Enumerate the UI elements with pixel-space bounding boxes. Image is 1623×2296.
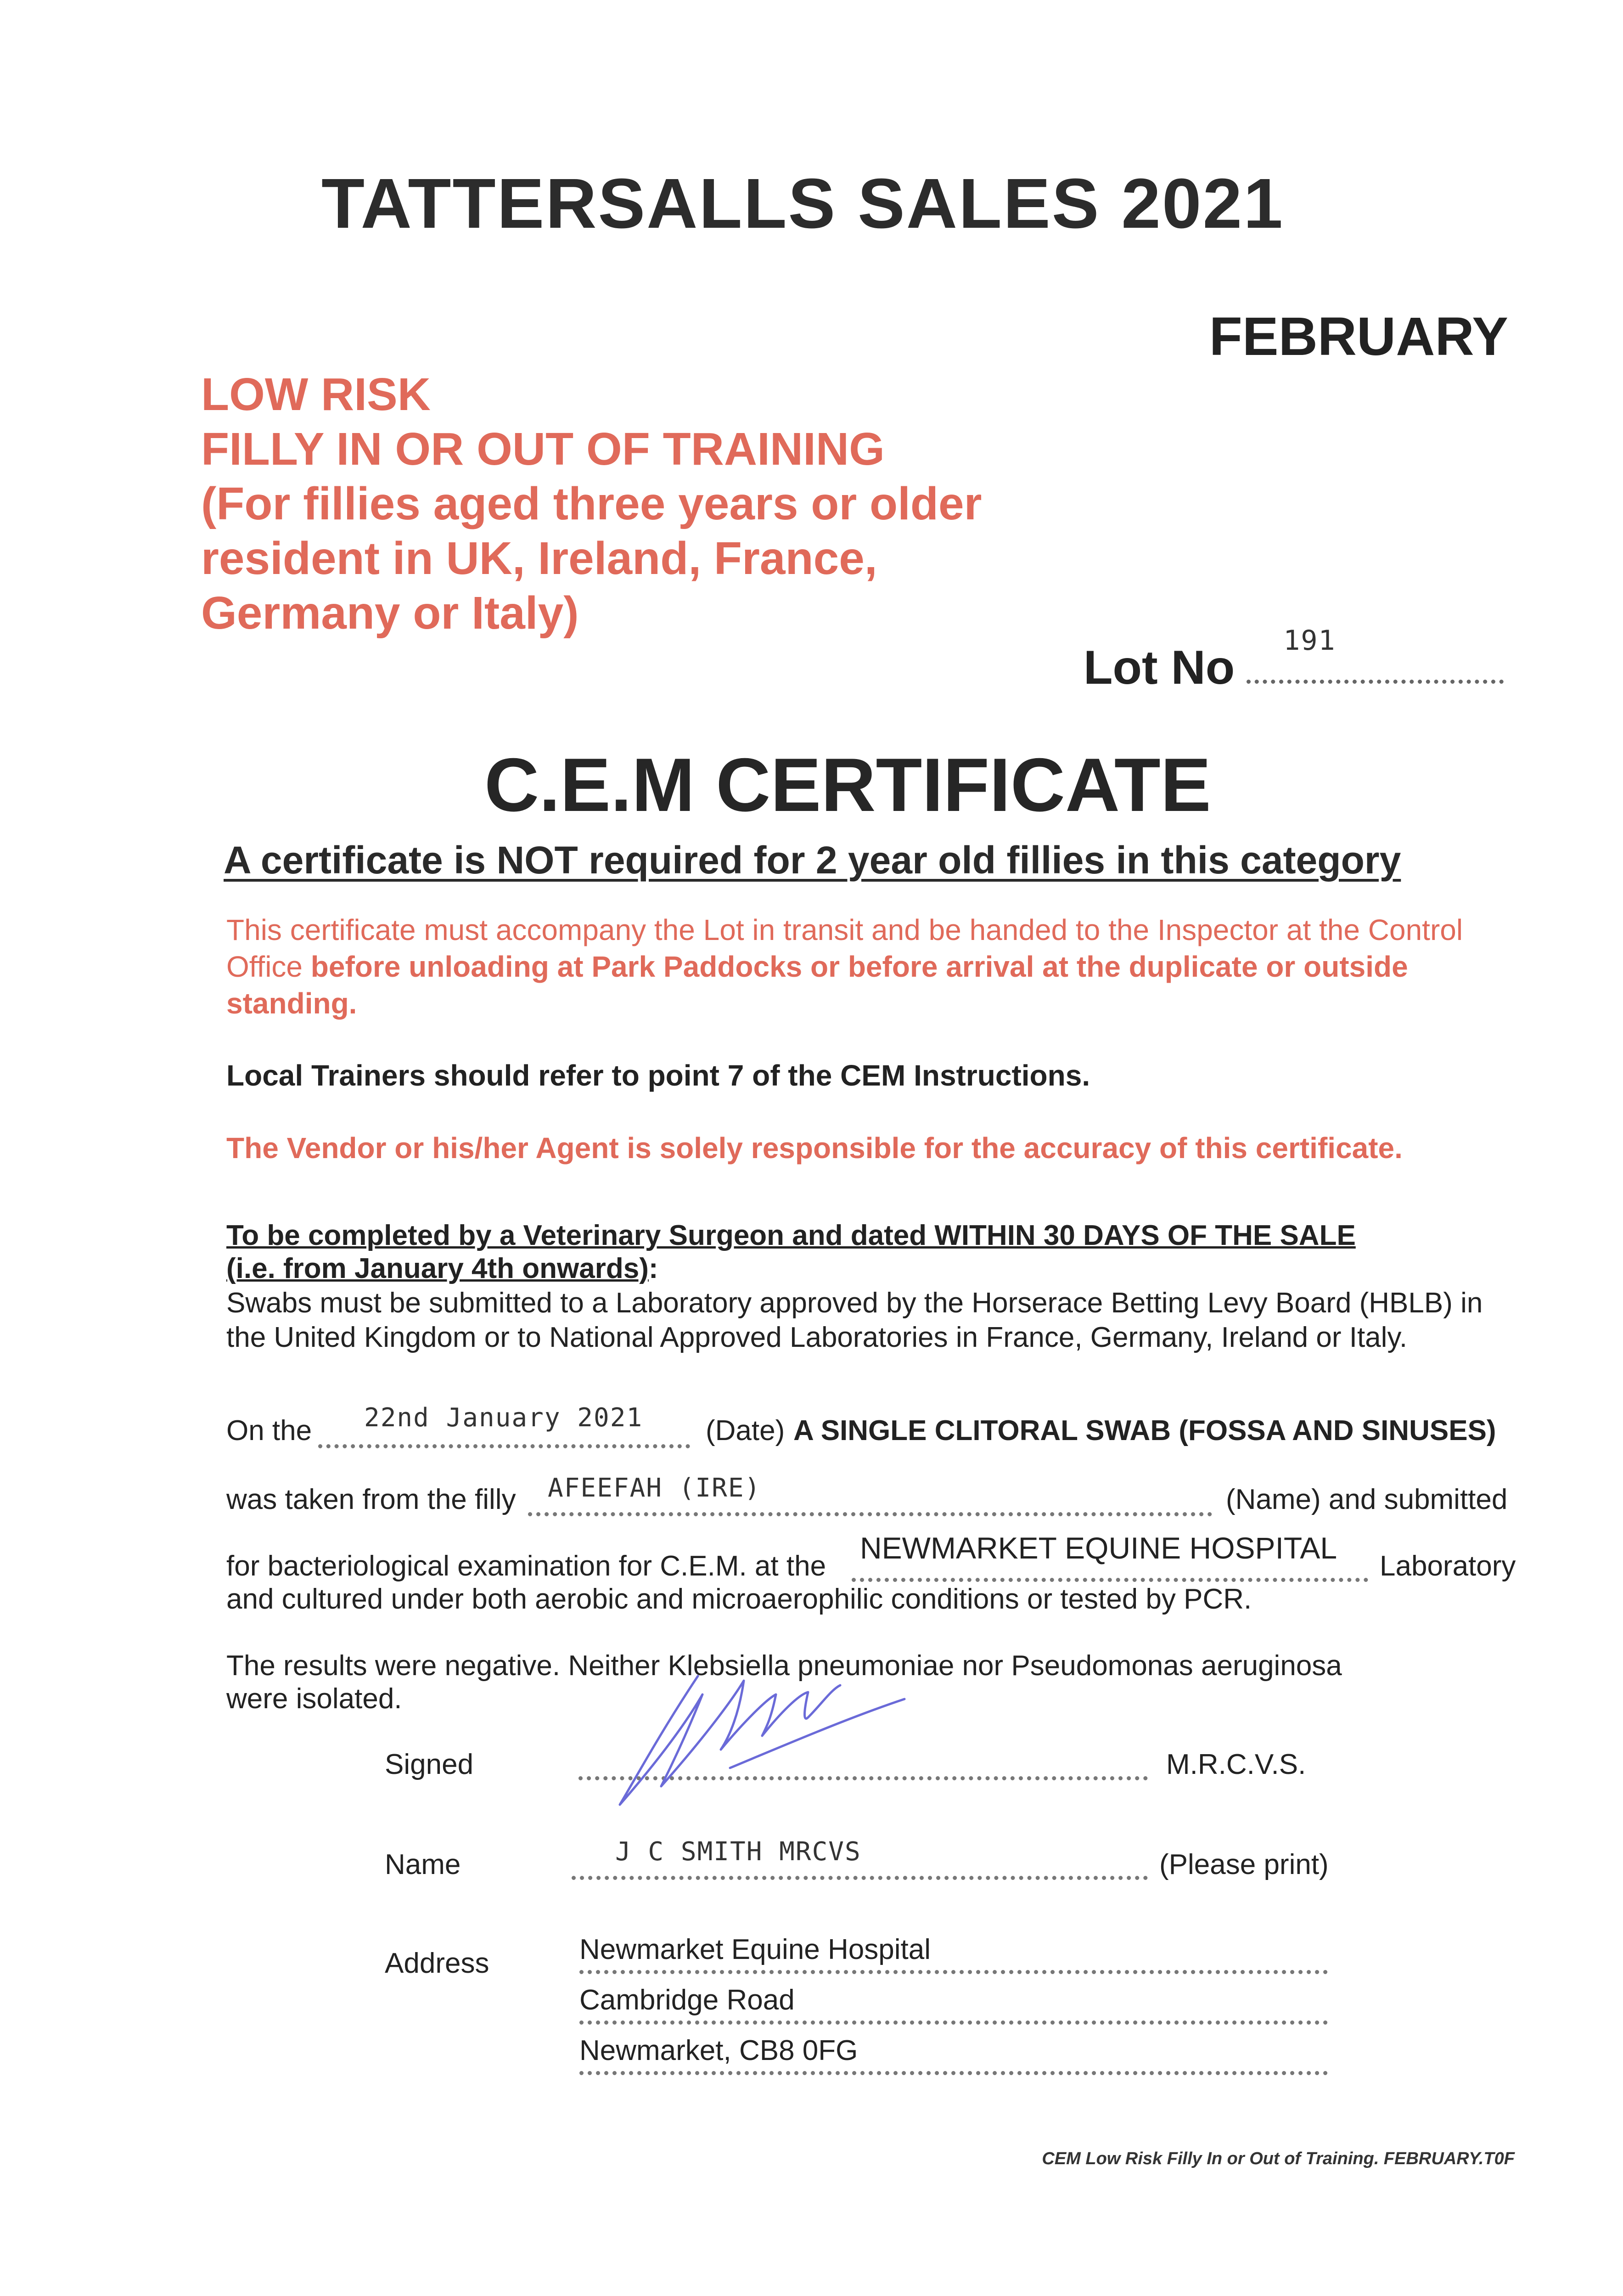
bacterio-label: for bacteriological examination for C.E.M. at the bbox=[226, 1550, 826, 1582]
address-line: Newmarket, CB8 0FG bbox=[579, 2035, 858, 2066]
filly-label: was taken from the filly bbox=[226, 1484, 516, 1515]
filly-name-field[interactable] bbox=[528, 1512, 1212, 1516]
filly-name-value: AFEEFAH (IRE) bbox=[548, 1473, 761, 1503]
address-label: Address bbox=[385, 1947, 489, 1979]
transit-emphasis: before unloading at Park Paddocks or before arrival at the duplicate or outside standing. bbox=[226, 950, 1408, 1020]
address-line-2-field[interactable] bbox=[579, 2020, 1328, 2025]
address-line-3-field[interactable] bbox=[579, 2071, 1328, 2075]
name-submitted-label: (Name) and submitted bbox=[1226, 1484, 1508, 1515]
vet-heading-line: To be completed by a Veterinary Surgeon and dated WITHIN 30 DAYS OF THE SALE bbox=[226, 1220, 1356, 1251]
address-line: Cambridge Road bbox=[579, 1984, 795, 2016]
lot-label: Lot No bbox=[1084, 641, 1235, 694]
filly-category bbox=[201, 367, 982, 641]
certificate-exemption-note: A certificate is NOT required for 2 year old fillies in this category bbox=[224, 838, 1401, 882]
transit-text: This certificate must accompany the Lot in transit and be handed to the Inspector at the Control Office bbox=[226, 913, 1463, 983]
vendor-responsibility-note: The Vendor or his/her Agent is solely responsible for the accuracy of this certificate. bbox=[226, 1131, 1403, 1165]
certificate-title: C.E.M CERTIFICATE bbox=[484, 743, 1211, 827]
date-label: (Date) bbox=[706, 1415, 785, 1446]
lot-number-field[interactable] bbox=[1247, 625, 1504, 684]
date-value: 22nd January 2021 bbox=[364, 1403, 643, 1433]
sale-month: FEBRUARY bbox=[1209, 306, 1508, 367]
address-line: Newmarket Equine Hospital bbox=[579, 1934, 931, 1965]
culture-conditions-text: and cultured under both aerobic and microaerophilic conditions or tested by PCR. bbox=[226, 1583, 1252, 1615]
mrcvs-label: M.R.C.V.S. bbox=[1166, 1749, 1306, 1780]
category-line: resident in UK, Ireland, France, bbox=[201, 533, 877, 584]
category-line: LOW RISK bbox=[201, 369, 431, 420]
laboratory-label: Laboratory bbox=[1380, 1550, 1516, 1582]
signed-label: Signed bbox=[385, 1749, 474, 1780]
swab-type: A SINGLE CLITORAL SWAB (FOSSA AND SINUSES) bbox=[793, 1415, 1496, 1446]
vet-name-value: J C SMITH MRCVS bbox=[615, 1837, 861, 1867]
vet-name-field[interactable] bbox=[572, 1876, 1148, 1880]
category-line: (For fillies aged three years or older bbox=[201, 478, 982, 529]
address-line-1-field[interactable] bbox=[579, 1970, 1328, 1974]
laboratory-field[interactable] bbox=[852, 1578, 1368, 1582]
vet-heading-colon: : bbox=[648, 1253, 658, 1284]
vet-heading-line: (i.e. from January 4th onwards) bbox=[226, 1253, 649, 1284]
vet-section-heading bbox=[226, 1219, 1356, 1285]
on-the-label: On the bbox=[226, 1415, 312, 1446]
date-field[interactable] bbox=[318, 1444, 690, 1448]
results-text: The results were negative. Neither Klebsiella pneumoniae nor Pseudomonas aeruginosa bbox=[226, 1650, 1342, 1682]
name-label: Name bbox=[385, 1849, 461, 1880]
lot-number bbox=[1084, 625, 1504, 695]
category-line: Germany or Italy) bbox=[201, 587, 579, 639]
document-footer: CEM Low Risk Filly In or Out of Training. FEBRUARY.T0F bbox=[1042, 2149, 1515, 2168]
category-line: FILLY IN OR OUT OF TRAINING bbox=[201, 423, 885, 475]
signature-image bbox=[592, 1649, 914, 1823]
results-text-continued: were isolated. bbox=[226, 1683, 402, 1715]
local-trainers-note: Local Trainers should refer to point 7 of the CEM Instructions. bbox=[226, 1059, 1090, 1092]
laboratory-value: NEWMARKET EQUINE HOSPITAL bbox=[860, 1531, 1337, 1565]
swab-submission-text: Swabs must be submitted to a Laboratory approved by the Horserace Betting Levy Board (HBLB) in the United Kingdom or to National Approved Laboratories in France, Germany, Ireland or Italy. bbox=[226, 1287, 1483, 1353]
lot-number-value: 191 bbox=[1283, 625, 1336, 657]
please-print-label: (Please print) bbox=[1159, 1849, 1329, 1880]
transit-instructions bbox=[226, 912, 1512, 1022]
document-title: TATTERSALLS SALES 2021 bbox=[321, 164, 1284, 243]
